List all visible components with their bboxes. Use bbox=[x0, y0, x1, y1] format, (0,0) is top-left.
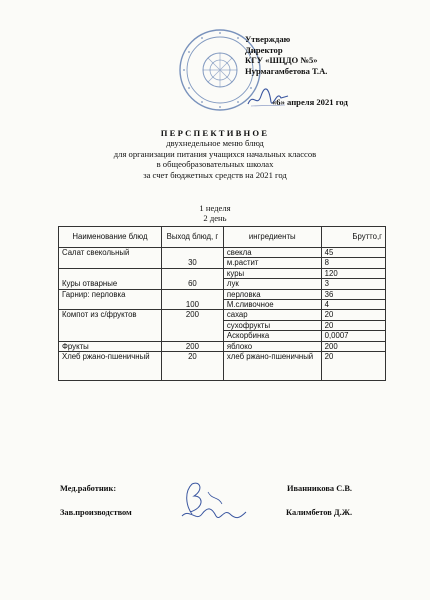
cell-ingredient: яблоко bbox=[223, 341, 321, 351]
table-row bbox=[59, 289, 386, 299]
cell-output: 30 bbox=[161, 248, 223, 269]
approval-line-4: Нурмагамбетова Т.А. bbox=[245, 65, 328, 76]
medic-name: Иванникова С.В. bbox=[287, 484, 353, 493]
menu-table bbox=[58, 226, 386, 381]
day-label: 2 день bbox=[203, 213, 227, 223]
cell-ingredient: хлеб ржано-пшеничный bbox=[223, 352, 321, 381]
week-day-label bbox=[0, 203, 430, 223]
manager-name: Калимбетов Д.Ж. bbox=[286, 508, 353, 517]
cell-dish: Гарнир: перловка bbox=[59, 289, 162, 310]
cell-ingredient: лук bbox=[223, 279, 321, 289]
cell-dish: Компот из с/фруктов bbox=[59, 310, 162, 341]
cell-output: 60 bbox=[161, 268, 223, 289]
cell-output: 100 bbox=[161, 289, 223, 310]
cell-ingredient: куры bbox=[223, 268, 321, 278]
table-row bbox=[59, 248, 386, 258]
table-header-row bbox=[59, 227, 386, 248]
cell-gross: 36 bbox=[321, 289, 385, 299]
manager-label: Зав.производством bbox=[60, 508, 132, 517]
cell-output: 200 bbox=[161, 341, 223, 351]
cell-dish: Фрукты bbox=[59, 341, 162, 351]
cell-gross: 20 bbox=[321, 352, 385, 381]
cell-gross: 8 bbox=[321, 258, 385, 268]
cell-gross: 4 bbox=[321, 300, 385, 310]
cell-gross: 0,0007 bbox=[321, 331, 385, 341]
cell-gross: 20 bbox=[321, 310, 385, 320]
title-line-5: за счет бюджетных средств на 2021 год bbox=[143, 169, 287, 180]
cell-dish: Салат свекольный bbox=[59, 248, 162, 269]
title-main: ПЕРСПЕКТИВНОЕ bbox=[160, 128, 270, 138]
cell-ingredient: свекла bbox=[223, 248, 321, 258]
cell-gross: 20 bbox=[321, 320, 385, 330]
approval-line-3: КГУ «ШЦДО №5» bbox=[245, 55, 318, 66]
cell-gross: 120 bbox=[321, 268, 385, 278]
approval-line-2: Директор bbox=[245, 44, 283, 55]
header-gross: Брутто,г bbox=[321, 227, 385, 248]
title-line-2: двухнедельное меню блюд bbox=[166, 138, 264, 149]
cell-gross: 3 bbox=[321, 279, 385, 289]
cell-ingredient: перловка bbox=[223, 289, 321, 299]
cell-output: 200 bbox=[161, 310, 223, 341]
cell-ingredient: сухофрукты bbox=[223, 320, 321, 330]
week-label: 1 неделя bbox=[199, 203, 231, 213]
cell-ingredient: Аскорбинка bbox=[223, 331, 321, 341]
title-line-4: в общеобразовательных школах bbox=[156, 159, 274, 170]
cell-gross: 200 bbox=[321, 341, 385, 351]
cell-dish: Куры отварные bbox=[59, 268, 162, 289]
header-output: Выход блюд, г bbox=[161, 227, 223, 248]
medic-label: Мед.работник: bbox=[60, 484, 117, 493]
cell-ingredient: м.растит bbox=[223, 258, 321, 268]
cell-ingredient: М.сливочное bbox=[223, 300, 321, 310]
title-line-3: для организации питания учащихся начальных классов bbox=[113, 148, 317, 159]
table-row bbox=[59, 352, 386, 381]
table-row bbox=[59, 341, 386, 351]
cell-output: 20 bbox=[161, 352, 223, 381]
approval-date: «6» апреля 2021 год bbox=[272, 97, 348, 107]
table-row bbox=[59, 310, 386, 320]
table-row bbox=[59, 268, 386, 278]
approval-line-1: Утверждаю bbox=[245, 34, 291, 44]
cell-gross: 45 bbox=[321, 248, 385, 258]
document-title bbox=[0, 128, 430, 180]
header-ingredient: ингредиенты bbox=[223, 227, 321, 248]
header-dish: Наименование блюд bbox=[59, 227, 162, 248]
approval-block bbox=[245, 34, 327, 76]
staff-signature bbox=[178, 478, 250, 528]
cell-ingredient: сахар bbox=[223, 310, 321, 320]
cell-dish: Хлеб ржано-пшеничный bbox=[59, 352, 162, 381]
